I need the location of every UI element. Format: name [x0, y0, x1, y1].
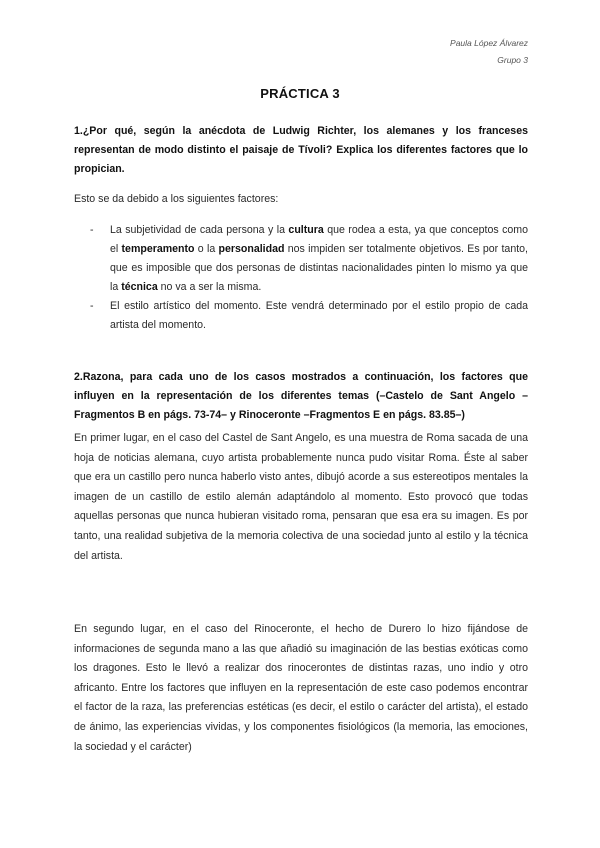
bullet1-text-3: o la — [194, 243, 219, 255]
bullet1-text-4: nos impiden ser totalmente objetivos. Es por tanto, que es imposible que dos personas de distintas nacionalidades pinten lo mismo ya que la — [110, 243, 528, 293]
question-1: 1.¿Por qué, según la anécdota de Ludwig Richter, los alemanes y los franceses representan de modo distinto el paisaje de Tívoli? Explica los diferentes factores que lo propician. — [74, 125, 528, 175]
bullet-dash: - — [90, 300, 94, 312]
paragraph-castel: En primer lugar, en el caso del Castel de Sant Angelo, es una muestra de Roma sacada de una hoja de noticias alemana, cuyo artista probablemente nunca pudo visitar Roma. Éste al saber que era un castillo pero nunca haberlo visto antes, dibujó acorde a sus estereotipos mentales la imagen de un castillo de estilo alemán adaptándolo al momento. Esto provocó que todas aquellas personas que nunca hubieran visitado roma, pensaran que esa era su imagen. Es por tanto, una realidad subjetiva de la memoria colectiva de una sociedad junto al estilo y la técnica del artista. — [74, 432, 528, 562]
header-author: Paula López Álvarez — [450, 38, 528, 48]
bullet1-text-5: no va a ser la misma. — [157, 281, 262, 293]
bullet-dash: - — [90, 224, 94, 236]
bullet2-text: El estilo artístico del momento. Este vendrá determinado por el estilo propio de cada artista del momento. — [110, 300, 528, 331]
bullet1-bold-temperamento: temperamento — [121, 243, 195, 255]
bullet1-text-1: La subjetividad de cada persona y la — [110, 224, 289, 236]
bullet1-bold-cultura: cultura — [288, 224, 324, 236]
list-item — [90, 297, 528, 335]
page-title: PRÁCTICA 3 — [260, 86, 340, 101]
header-group: Grupo 3 — [497, 55, 528, 65]
intro-text: Esto se da debido a los siguientes factores: — [74, 193, 279, 205]
bullet1-bold-tecnica: técnica — [121, 281, 158, 293]
question-2: 2.Razona, para cada uno de los casos mostrados a continuación, los factores que influyen en la representación de los diferentes temas (–Castelo de Sant Angelo –Fragmentos B en págs. 73-74– y Rinoceronte –Fragmentos E en págs. 83.85–) — [74, 371, 528, 421]
bullet1-bold-personalidad: personalidad — [218, 243, 285, 255]
factor-list — [90, 221, 528, 335]
paragraph-rinoceronte: En segundo lugar, en el caso del Rinoceronte, el hecho de Durero lo hizo fijándose de informaciones de segunda mano a las que añadió su imaginación de las bestias exóticas como los dragones. Esto le llevó a realizar dos rinocerontes de distintas razas, uno indio y otro africanto. Entre los factores que influyen en la representación de este caso podemos encontrar el factor de la raza, las preferencias estéticas (es decir, el estilo o carácter del artista), el estado de ánimo, las experiencias vividas, y los componentes fisiológicos (la memoria, las emociones, la sociedad y el carácter) — [74, 623, 528, 753]
bullet1-text-2: que rodea a esta, ya que conceptos como el — [110, 224, 528, 255]
list-item — [90, 221, 528, 297]
